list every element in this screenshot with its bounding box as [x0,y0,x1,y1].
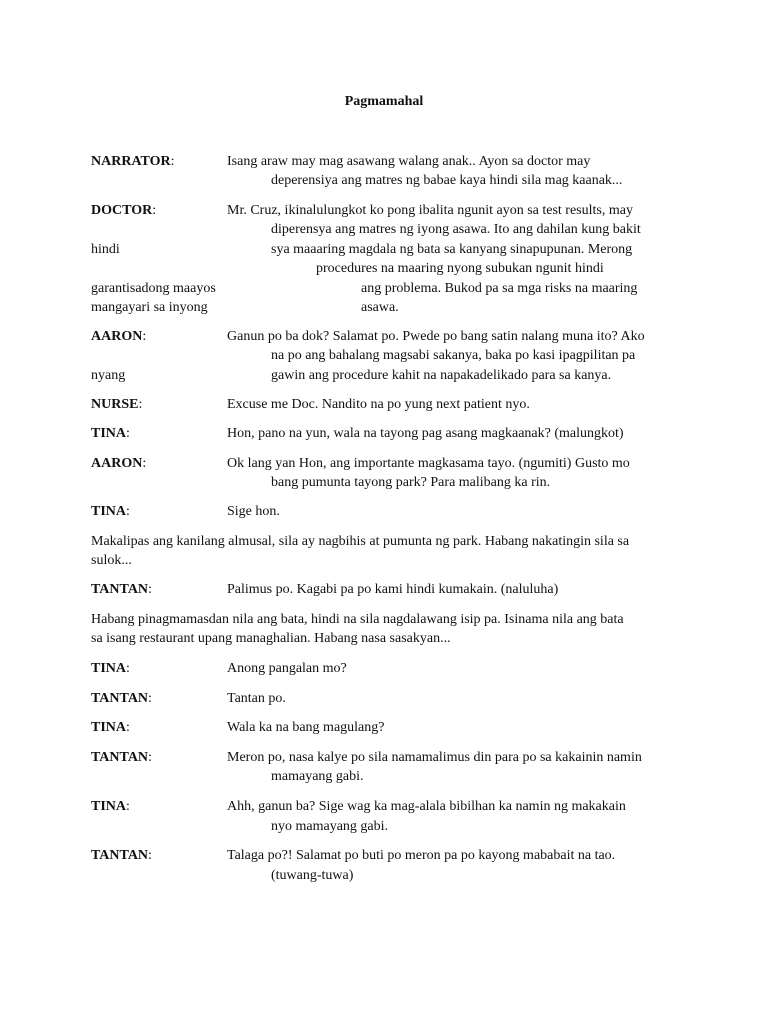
speaker-colon: : [170,154,175,169]
speaker-tina [91,659,130,679]
dialogue-line: Anong pangalan mo? [227,661,347,676]
dialogue-line: asawa. [361,300,399,315]
document-title: Pagmamahal [344,94,424,109]
dialogue-line: nyo mamayang gabi. [271,819,389,834]
speaker-tina [91,424,130,444]
speaker-colon: : [148,848,152,863]
narration-line: sa isang restaurant upang managhalian. Habang nasa sasakyan... [91,631,451,646]
dialogue-line: gawin ang procedure kahit na napakadelikado para sa kanya. [271,368,612,383]
dialogue-line: sya maaaring magdala ng bata sa kanyang sinapupunan. Merong [271,242,633,257]
dialogue-line: Mr. Cruz, ikinalulungkot ko pong ibalita ngunit ayon sa test results, may [227,203,633,218]
dialogue-line: deperensiya ang matres ng babae kaya hindi sila mag kaanak... [271,173,623,188]
dialogue-line: Meron po, nasa kalye po sila namamalimus din para po sa kakainin namin [227,750,642,765]
dialogue-line: (tuwang-tuwa) [271,868,354,883]
stray-line: hindi [91,242,120,257]
narration-line: sulok... [91,553,132,568]
speaker-colon: : [126,720,130,735]
stray-line: garantisadong maayos [91,281,216,296]
dialogue-line: procedures na maaring nyong subukan ngunit hindi [316,261,604,276]
dialogue-line: diperensya ang matres ng iyong asawa. Ito ang dahilan kung bakit [271,222,641,237]
speaker-tantan [91,846,152,866]
speaker-name: DOCTOR [91,203,153,218]
dialogue-line: Ganun po ba dok? Salamat po. Pwede po bang satin nalang muna ito? Ako [227,329,645,344]
speaker-colon: : [152,203,157,218]
dialogue-line: Sige hon. [227,504,280,519]
narration-line: Habang pinagmamasdan nila ang bata, hindi na sila nagdalawang isip pa. Isinama nila ang bata [91,612,624,627]
stray-line: mangayari sa inyong [91,300,208,315]
speaker-narrator [91,152,175,172]
dialogue-line: na po ang bahalang magsabi sakanya, baka po kasi ipagpilitan pa [271,348,636,363]
speaker-tina [91,797,130,817]
speaker-colon: : [126,426,130,441]
speaker-tantan [91,748,152,768]
dialogue-line: mamayang gabi. [271,769,364,784]
dialogue-line: bang pumunta tayong park? Para malibang ka rin. [271,475,551,490]
speaker-name: TINA [91,661,127,676]
speaker-colon: : [148,691,152,706]
speaker-name: TINA [91,504,127,519]
speaker-colon: : [142,456,147,471]
speaker-name: NURSE [91,397,139,412]
speaker-name: TANTAN [91,750,149,765]
speaker-name: TANTAN [91,848,149,863]
speaker-doctor [91,201,156,221]
dialogue-line: Talaga po?! Salamat po buti po meron pa po kayong mababait na tao. [227,848,616,863]
dialogue-line: Isang araw may mag asawang walang anak.. Ayon sa doctor may [227,154,591,169]
speaker-name: TINA [91,426,127,441]
speaker-tantan [91,689,152,709]
speaker-aaron [91,454,146,474]
speaker-colon: : [138,397,143,412]
dialogue-line: ang problema. Bukod pa sa mga risks na maaring [361,281,638,296]
speaker-colon: : [142,329,147,344]
dialogue-line: Palimus po. Kagabi pa po kami hindi kumakain. (naluluha) [227,582,559,597]
dialogue-line: Tantan po. [227,691,286,706]
dialogue-line: Hon, pano na yun, wala na tayong pag asang magkaanak? (malungkot) [227,426,624,441]
narration-line: Makalipas ang kanilang almusal, sila ay nagbihis at pumunta ng park. Habang nakatingin sila sa [91,534,630,549]
stray-line: nyang [91,368,126,383]
speaker-name: AARON [91,456,143,471]
speaker-tina [91,502,130,522]
speaker-colon: : [148,750,152,765]
speaker-colon: : [126,661,130,676]
dialogue-line: Ok lang yan Hon, ang importante magkasama tayo. (ngumiti) Gusto mo [227,456,630,471]
speaker-name: TINA [91,720,127,735]
speaker-aaron [91,327,146,347]
speaker-colon: : [126,504,130,519]
speaker-colon: : [126,799,130,814]
speaker-tantan [91,580,152,600]
speaker-tina [91,718,130,738]
speaker-nurse [91,395,142,415]
speaker-name: AARON [91,329,143,344]
dialogue-line: Wala ka na bang magulang? [227,720,385,735]
dialogue-line: Excuse me Doc. Nandito na po yung next patient nyo. [227,397,530,412]
speaker-colon: : [148,582,152,597]
speaker-name: TANTAN [91,691,149,706]
speaker-name: TINA [91,799,127,814]
dialogue-line: Ahh, ganun ba? Sige wag ka mag-alala bibilhan ka namin ng makakain [227,799,626,814]
speaker-name: TANTAN [91,582,149,597]
speaker-name: NARRATOR [91,154,171,169]
